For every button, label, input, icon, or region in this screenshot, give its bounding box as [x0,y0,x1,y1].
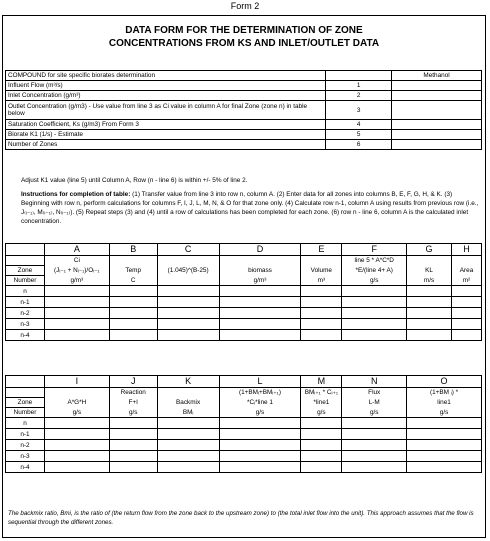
zone-row-label: n-1 [6,297,45,308]
column-letter: N [342,376,407,388]
line-number: 5 [326,130,392,140]
column-letter: B [109,244,157,256]
column-header-top [44,388,109,398]
instructions-text: (1) Transfer value from line 3 into row n, column A. (2) Enter data for all zones into columns B, E, F, G, H, & K. (3) Beginning with row n, perform calculations for columns F, I, J, L, M, N, & O for that zone only. (4) Calculate row n-1, column A using results from previous row (i.e., J₍ᵢ₋₁₎, M₍ᵢ₋₁₎, N₍ᵢ₋₁₎). (5) Repeat steps (3) and (4) until a row of calculations has been completed for each zone. (6) row n - line 6, column A is the calculated inlet concentration. [21,191,479,225]
data-entry-cell[interactable] [219,319,301,330]
data-entry-cell[interactable] [219,308,301,319]
info-row [6,71,482,81]
header-row-top [6,256,482,266]
zone-row [6,286,482,297]
data-entry-cell[interactable] [44,451,109,462]
info-row [6,101,482,120]
column-units: m² [452,276,482,286]
column-header-top [452,256,482,266]
data-entry-cell[interactable] [452,319,482,330]
zone-row-label: n-1 [6,429,45,440]
input-data-table [5,70,482,150]
data-entry-cell[interactable] [109,440,157,451]
header-row-top [6,388,482,398]
column-letter: F [342,244,407,256]
zone-row-label: n-3 [6,319,45,330]
data-entry-cell[interactable] [219,330,301,341]
data-entry-cell[interactable] [157,440,219,451]
zone-row [6,462,482,473]
column-header: *line1 [301,398,342,408]
data-entry-cell[interactable] [219,429,301,440]
zone-row [6,429,482,440]
data-entry-cell[interactable] [452,297,482,308]
column-units: m/s [407,276,452,286]
column-letter-row [6,244,482,256]
info-value-field[interactable] [392,120,482,130]
data-entry-cell[interactable] [407,440,482,451]
zone-row-label: n-3 [6,451,45,462]
info-label: COMPOUND for site specific biorates determination [6,71,326,81]
data-entry-cell[interactable] [157,429,219,440]
column-letter: H [452,244,482,256]
data-entry-cell[interactable] [109,319,157,330]
info-value-field[interactable] [392,91,482,101]
column-header: Volume [301,266,342,276]
data-entry-cell[interactable] [342,330,407,341]
info-value-field[interactable] [392,101,482,120]
info-row [6,91,482,101]
data-entry-cell[interactable] [109,418,157,429]
data-entry-cell[interactable] [452,286,482,297]
zone-row-label: n-4 [6,462,45,473]
column-header: Temp [109,266,157,276]
column-header-top [157,256,219,266]
data-entry-cell[interactable] [301,308,342,319]
column-header-top: line 5 * A*C*D [342,256,407,266]
zone-row [6,418,482,429]
info-row [6,130,482,140]
compound-value: Methanol [392,71,482,81]
column-header: Area [452,266,482,276]
data-entry-cell[interactable] [301,418,342,429]
number-label: Number [6,276,45,286]
column-header-top [109,256,157,266]
form-title-line1: DATA FORM FOR THE DETERMINATION OF ZONE [125,25,363,36]
column-units: BMᵢ [157,408,219,418]
column-header-top: (1+BMᵢ+BMᵢ₊₁) [219,388,301,398]
column-units: g/m³ [219,276,301,286]
line-number: 3 [326,101,392,120]
zone-row-label: n [6,286,45,297]
form-label: Form 2 [230,1,260,11]
data-entry-cell[interactable] [109,308,157,319]
data-entry-cell[interactable] [342,429,407,440]
column-units: g/s [301,408,342,418]
zone-row [6,451,482,462]
column-units: g/m³ [44,276,109,286]
column-header: A*G*H [44,398,109,408]
data-entry-cell[interactable] [44,308,109,319]
header-row-mid [6,398,482,408]
info-row [6,120,482,130]
data-entry-cell[interactable] [407,451,482,462]
column-header-top [157,388,219,398]
column-letter: K [157,376,219,388]
data-entry-cell[interactable] [342,308,407,319]
data-entry-cell[interactable] [219,418,301,429]
info-value-field[interactable] [392,140,482,150]
data-entry-cell[interactable] [157,418,219,429]
column-header: F+I [109,398,157,408]
data-entry-cell[interactable] [407,297,452,308]
adjust-note: Adjust K1 value (line 5) until Column A, Row (n - line 6) is within +/- 5% of line 2. [21,177,248,184]
data-entry-cell[interactable] [342,462,407,473]
data-entry-cell[interactable] [109,462,157,473]
blank-header-cell [6,256,45,266]
blank-header-cell [6,244,45,256]
data-entry-cell[interactable] [44,319,109,330]
data-entry-cell[interactable] [44,330,109,341]
column-header-top: (1+BM ᵢ) * [407,388,482,398]
column-letter: L [219,376,301,388]
column-header-top: BMᵢ₊₁ * Cᵢ₊₁ [301,388,342,398]
line-number [326,71,392,81]
column-letter-row [6,376,482,388]
info-value-field[interactable] [392,81,482,91]
column-units: m³ [301,276,342,286]
column-header-top: Reaction [109,388,157,398]
info-label: Biorate K1 (1/s) - Estimate [6,130,326,140]
data-entry-cell[interactable] [157,286,219,297]
line-number: 1 [326,81,392,91]
column-header: line1 [407,398,482,408]
blank-header-cell [6,376,45,388]
zone-row [6,308,482,319]
info-value-field[interactable] [392,130,482,140]
data-entry-cell[interactable] [219,286,301,297]
data-entry-cell[interactable] [44,286,109,297]
data-entry-cell[interactable] [301,462,342,473]
data-entry-cell[interactable] [407,418,482,429]
data-entry-cell[interactable] [342,297,407,308]
line-number: 4 [326,120,392,130]
form-frame [2,15,486,538]
data-entry-cell[interactable] [342,440,407,451]
zone-row [6,330,482,341]
info-label: Influent Flow (m³/s) [6,81,326,91]
column-header: *Cᵢ*line 1 [219,398,301,408]
info-label: Outlet Concentration (g/m3) - Use value from line 3 as Ci value in column A for final Zone (zone n) in table below [6,101,326,120]
data-entry-cell[interactable] [301,429,342,440]
data-entry-cell[interactable] [44,297,109,308]
data-entry-cell[interactable] [342,451,407,462]
column-letter: D [219,244,301,256]
info-label: Inlet Concentration (g/m³) [6,91,326,101]
column-header: KL [407,266,452,276]
header-row-units [6,276,482,286]
column-units: g/s [109,408,157,418]
zone-row-label: n-4 [6,330,45,341]
data-entry-cell[interactable] [407,319,452,330]
column-header: (1.045)^(B-25) [157,266,219,276]
data-entry-cell[interactable] [342,418,407,429]
column-units: C [109,276,157,286]
column-units: g/s [342,276,407,286]
data-entry-cell[interactable] [157,451,219,462]
data-entry-cell[interactable] [109,429,157,440]
info-row [6,140,482,150]
column-header-top: Flux [342,388,407,398]
line-number: 6 [326,140,392,150]
header-row-units [6,408,482,418]
column-header-top [219,256,301,266]
header-row-mid [6,266,482,276]
data-entry-cell[interactable] [157,330,219,341]
data-entry-cell[interactable] [219,297,301,308]
zone-row-label: n [6,418,45,429]
data-entry-cell[interactable] [301,297,342,308]
info-row [6,81,482,91]
column-letter: A [44,244,109,256]
instructions [21,190,479,226]
data-entry-cell[interactable] [407,286,452,297]
column-letter: J [109,376,157,388]
column-header: (Jᵢ₋₁ + Nᵢ₋₁)/Oᵢ₋₁ [44,266,109,276]
line-number: 2 [326,91,392,101]
data-entry-cell[interactable] [157,308,219,319]
data-entry-cell[interactable] [452,308,482,319]
data-entry-cell[interactable] [157,462,219,473]
data-entry-cell[interactable] [219,462,301,473]
data-entry-cell[interactable] [342,319,407,330]
data-entry-cell[interactable] [44,440,109,451]
form-title-line2: CONCENTRATIONS FROM KS AND INLET/OUTLET DATA [108,38,380,49]
data-entry-cell[interactable] [301,330,342,341]
info-label: Saturation Coefficient, Ks (g/m3) From Form 3 [6,120,326,130]
blank-header-cell [6,388,45,398]
column-units: g/s [407,408,482,418]
zone-label: Zone [6,398,45,408]
column-letter: M [301,376,342,388]
data-entry-cell[interactable] [407,330,452,341]
data-entry-cell[interactable] [219,451,301,462]
column-letter: C [157,244,219,256]
data-entry-cell[interactable] [407,462,482,473]
data-entry-cell[interactable] [219,440,301,451]
data-entry-cell[interactable] [44,462,109,473]
column-header-top [301,256,342,266]
data-entry-cell[interactable] [301,319,342,330]
zone-row [6,440,482,451]
data-entry-cell[interactable] [342,286,407,297]
zone-row [6,297,482,308]
data-entry-cell[interactable] [301,286,342,297]
column-header-top: Ci [44,256,109,266]
column-letter: O [407,376,482,388]
data-entry-cell[interactable] [301,451,342,462]
zone-row-label: n-2 [6,440,45,451]
number-label: Number [6,408,45,418]
data-entry-cell[interactable] [407,308,452,319]
column-letter: I [44,376,109,388]
column-header: Backmix [157,398,219,408]
data-entry-cell[interactable] [301,440,342,451]
column-header-top [407,256,452,266]
data-entry-cell[interactable] [157,297,219,308]
zone-label: Zone [6,266,45,276]
data-entry-cell[interactable] [44,429,109,440]
data-entry-cell[interactable] [109,286,157,297]
column-units: g/s [219,408,301,418]
backmix-footnote: The backmix ratio, Bmi, is the ratio of (the return flow from the zone back to the upstream zone) to (the total inlet flow into the unit). This approach assumes that the flow is sequential through the different zones. [8,510,474,526]
column-header: L-M [342,398,407,408]
column-letter: G [407,244,452,256]
column-header: biomass [219,266,301,276]
instructions-heading: Instructions for completion of table: [21,191,131,198]
info-label: Number of Zones [6,140,326,150]
data-entry-cell[interactable] [44,418,109,429]
column-units: g/s [44,408,109,418]
zone-row [6,319,482,330]
zone-table-1 [5,243,482,341]
data-entry-cell[interactable] [109,297,157,308]
zone-table-2 [5,375,482,473]
data-entry-cell[interactable] [109,451,157,462]
column-header: *E/(line 4+ A) [342,266,407,276]
data-entry-cell[interactable] [407,429,482,440]
column-units [157,276,219,286]
data-entry-cell[interactable] [452,330,482,341]
column-units: g/s [342,408,407,418]
column-letter: E [301,244,342,256]
zone-row-label: n-2 [6,308,45,319]
data-entry-cell[interactable] [157,319,219,330]
data-entry-cell[interactable] [109,330,157,341]
